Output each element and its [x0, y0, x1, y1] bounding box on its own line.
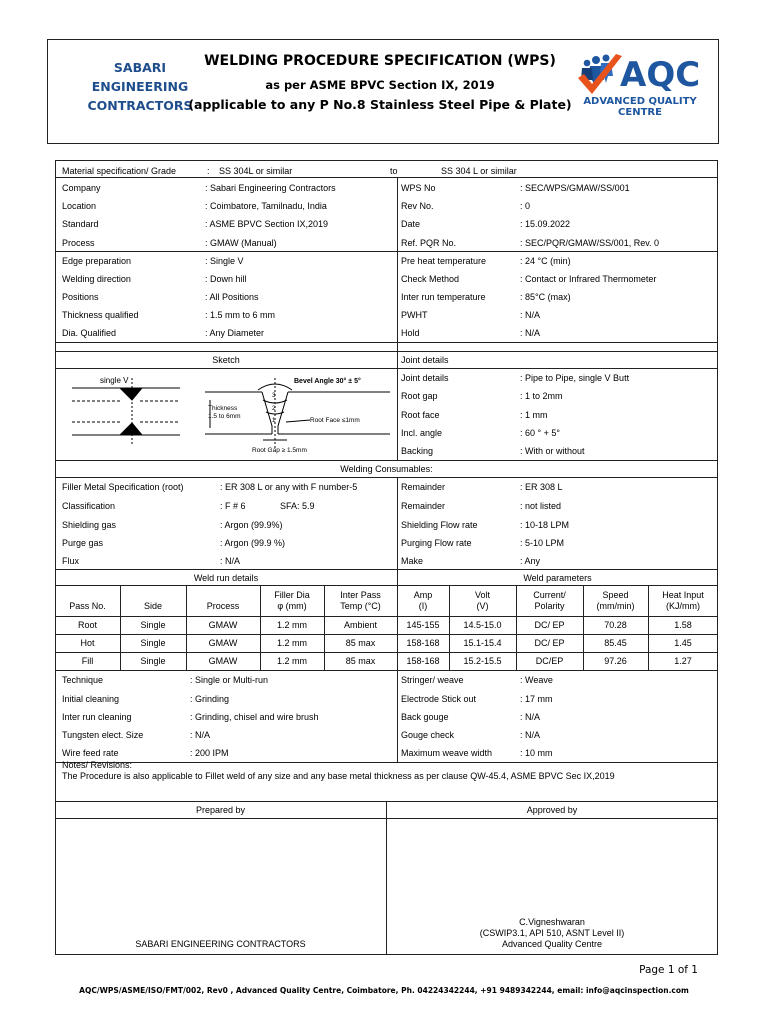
- wps-no-label: WPS No: [401, 183, 436, 193]
- table-cell: 14.5-15.0: [463, 620, 502, 630]
- root-gap-value: : 1 to 2mm: [520, 391, 563, 401]
- hold-label: Hold: [401, 328, 420, 338]
- shielding-flow-label: Shielding Flow rate: [401, 520, 478, 530]
- filler-metal-label: Filler Metal Specification (root): [62, 482, 184, 492]
- weave-width-value: : 10 mm: [520, 748, 553, 758]
- document-title: WELDING PROCEDURE SPECIFICATION (WPS): [204, 53, 556, 69]
- stickout-value: : 17 mm: [520, 694, 553, 704]
- edge-prep-label: Edge preparation: [62, 256, 132, 266]
- row-divider: [55, 251, 718, 252]
- company-label: Company: [62, 183, 101, 193]
- row-divider: [55, 762, 718, 763]
- table-header-text: Temp (°C): [340, 601, 381, 611]
- table-header-text: Volt: [474, 590, 490, 600]
- interrun-temp-label: Inter run temperature: [401, 292, 486, 302]
- joint-details-value: : Pipe to Pipe, single V Butt: [520, 373, 630, 383]
- root-face-label: Root face: [401, 410, 440, 420]
- table-cell: 1.45: [674, 638, 692, 648]
- column-divider: [397, 477, 398, 569]
- welding-direction-label: Welding direction: [62, 274, 131, 284]
- interrun-cleaning-value: : Grinding, chisel and wire brush: [190, 712, 319, 722]
- stringer-value: : Weave: [520, 675, 553, 685]
- table-header-text: Speed: [602, 590, 629, 600]
- root-gap-label: Root Gap ≥ 1.5mm: [252, 447, 307, 454]
- row-divider: [55, 652, 718, 653]
- purging-flow-value: : 5-10 LPM: [520, 538, 565, 548]
- table-header-text: φ (mm): [277, 601, 307, 611]
- sfa-value: SFA: 5.9: [280, 501, 315, 511]
- weld-run-header: Weld run details: [193, 573, 259, 583]
- root-face-value: : 1 mm: [520, 410, 548, 420]
- consumables-header: Welding Consumables:: [340, 464, 433, 474]
- table-header-cell: [648, 590, 718, 612]
- table-cell: 1.58: [674, 620, 692, 630]
- table-header-cell: [583, 590, 648, 612]
- table-header-cell: [55, 601, 120, 612]
- table-cell: 85.45: [604, 638, 627, 648]
- table-cell: Single: [140, 620, 166, 630]
- row-divider: [55, 585, 718, 586]
- approved-by-quals: (CSWIP3.1, API 510, ASNT Level II): [479, 928, 625, 938]
- pwht-label: PWHT: [401, 310, 428, 320]
- company-value: : Sabari Engineering Contractors: [205, 183, 336, 193]
- flux-value: : N/A: [220, 556, 241, 566]
- location-value: : Coimbatore, Tamilnadu, India: [205, 201, 327, 211]
- approved-by-name: C.Vigneshwaran: [519, 917, 585, 927]
- purge-gas-value: : Argon (99.9 %): [220, 538, 286, 548]
- table-cell: 1.2 mm: [276, 638, 307, 648]
- remainder-2-label: Remainder: [401, 501, 446, 511]
- table-cell: GMAW: [208, 656, 238, 666]
- thickness-range-sketch: 1.5 to 6mm: [208, 413, 241, 420]
- row-divider: [55, 460, 718, 461]
- table-cell: 97.26: [604, 656, 627, 666]
- date-value: : 15.09.2022: [520, 219, 571, 229]
- wire-feed-value: : 200 IPM: [190, 748, 229, 758]
- row-divider: [55, 818, 718, 819]
- edge-prep-value: : Single V: [205, 256, 244, 266]
- table-cell: GMAW: [208, 638, 238, 648]
- stickout-label: Electrode Stick out: [401, 694, 477, 704]
- page-number: Page 1 of 1: [639, 964, 698, 976]
- positions-label: Positions: [62, 292, 99, 302]
- table-header-cell: [186, 601, 260, 612]
- interrun-temp-value: : 85°C (max): [520, 292, 571, 302]
- row-divider: [55, 670, 718, 671]
- table-cell: 15.1-15.4: [463, 638, 502, 648]
- table-cell: 70.28: [604, 620, 627, 630]
- table-header-cell: [260, 590, 324, 612]
- purging-flow-label: Purging Flow rate: [401, 538, 472, 548]
- purge-gas-label: Purge gas: [62, 538, 104, 548]
- location-label: Location: [62, 201, 97, 211]
- table-cell: Root: [77, 620, 97, 630]
- table-header-cell: [516, 590, 583, 612]
- table-header-text: Process: [206, 601, 240, 611]
- table-header-cell: [397, 590, 449, 612]
- rev-no-value: : 0: [520, 201, 531, 211]
- table-cell: Single: [140, 638, 166, 648]
- table-cell: 1.27: [674, 656, 692, 666]
- thickness-label: Thickness qualified: [62, 310, 139, 320]
- joint-details-label: Joint details: [401, 373, 449, 383]
- technique-value: : Single or Multi-run: [190, 675, 269, 685]
- table-header-text: Heat Input: [662, 590, 704, 600]
- material-colon: :: [207, 166, 210, 176]
- row-divider: [55, 368, 718, 369]
- table-cell: DC/ EP: [534, 638, 565, 648]
- remainder-2-value: : not listed: [520, 501, 562, 511]
- wps-no-value: : SEC/WPS/GMAW/SS/001: [520, 183, 630, 193]
- pqr-label: Ref. PQR No.: [401, 238, 457, 248]
- company-line-1: SABARI: [113, 60, 167, 75]
- back-gouge-value: : N/A: [520, 712, 541, 722]
- thickness-label-sketch: Thickness: [208, 405, 238, 412]
- row-divider: [55, 616, 718, 617]
- make-value: : Any: [520, 556, 541, 566]
- initial-cleaning-label: Initial cleaning: [62, 694, 120, 704]
- table-cell: 1.2 mm: [276, 620, 307, 630]
- logo-text: AQC: [620, 55, 701, 95]
- backing-label: Backing: [401, 446, 434, 456]
- table-cell: 158-168: [406, 638, 440, 648]
- filler-metal-value: : ER 308 L or any with F number-5: [220, 482, 358, 492]
- process-label: Process: [62, 238, 95, 248]
- pass-1-label: 1: [272, 418, 276, 424]
- root-face-label: Root Face ≤1mm: [310, 417, 360, 424]
- joint-sketch: [60, 370, 395, 458]
- single-v-label: single V: [100, 376, 129, 385]
- row-divider: [55, 634, 718, 635]
- table-cell: 145-155: [406, 620, 440, 630]
- row-divider: [55, 342, 718, 343]
- table-cell: DC/ EP: [534, 620, 565, 630]
- gouge-check-value: : N/A: [520, 730, 541, 740]
- approved-by-label: Approved by: [526, 805, 578, 815]
- row-divider: [55, 351, 718, 352]
- weld-params-header: Weld parameters: [523, 573, 592, 583]
- notes-text: The Procedure is also applicable to Fillet weld of any size and any base metal thickness as per clause QW-45.4, ASME BPVC Sec IX,2019: [62, 771, 615, 781]
- table-header-text: Filler Dia: [274, 590, 310, 600]
- incl-angle-value: : 60 ° + 5°: [520, 428, 560, 438]
- check-method-value: : Contact or Infrared Thermometer: [520, 274, 657, 284]
- table-header-text: Polarity: [534, 601, 565, 611]
- dia-value: : Any Diameter: [205, 328, 265, 338]
- standard-value: : ASME BPVC Section IX,2019: [205, 219, 329, 229]
- classification-label: Classification: [62, 501, 116, 511]
- stringer-label: Stringer/ weave: [401, 675, 464, 685]
- hold-value: : N/A: [520, 328, 541, 338]
- document-applicability: (applicable to any P No.8 Stainless Steel Pipe & Plate): [188, 97, 572, 112]
- table-header-text: Pass No.: [69, 601, 106, 611]
- table-cell: 85 max: [345, 656, 376, 666]
- table-cell: GMAW: [208, 620, 238, 630]
- row-divider: [55, 177, 718, 178]
- dia-label: Dia. Qualified: [62, 328, 117, 338]
- table-header-text: Current/: [533, 590, 566, 600]
- table-header-text: (I): [418, 601, 428, 611]
- table-header-text: (V): [476, 601, 489, 611]
- tungsten-value: : N/A: [190, 730, 211, 740]
- wire-feed-label: Wire feed rate: [62, 748, 119, 758]
- shielding-gas-value: : Argon (99.9%): [220, 520, 283, 530]
- table-cell: Fill: [81, 656, 94, 666]
- check-method-label: Check Method: [401, 274, 460, 284]
- positions-value: : All Positions: [205, 292, 259, 302]
- tungsten-label: Tungsten elect. Size: [62, 730, 144, 740]
- table-header-text: Inter Pass: [340, 590, 381, 600]
- approved-by-org: Advanced Quality Centre: [501, 939, 603, 949]
- date-label: Date: [401, 219, 421, 229]
- table-cell: Ambient: [343, 620, 378, 630]
- joint-details-header: Joint details: [401, 355, 449, 365]
- classification-value: : F # 6: [220, 501, 246, 511]
- root-gap-label: Root gap: [401, 391, 438, 401]
- thickness-value: : 1.5 mm to 6 mm: [205, 310, 276, 320]
- row-divider: [55, 477, 718, 478]
- pqr-value: : SEC/PQR/GMAW/SS/001, Rev. 0: [520, 238, 660, 248]
- table-header-text: (KJ/mm): [666, 601, 700, 611]
- logo-caption: ADVANCED QUALITY CENTRE: [583, 96, 697, 118]
- notes-title: Notes/ Revisions:: [62, 760, 133, 770]
- welding-direction-value: : Down hill: [205, 274, 247, 284]
- table-header-cell: [449, 590, 516, 612]
- table-cell: Hot: [80, 638, 95, 648]
- table-cell: 158-168: [406, 656, 440, 666]
- shielding-gas-label: Shielding gas: [62, 520, 117, 530]
- document-subtitle: as per ASME BPVC Section IX, 2019: [265, 78, 495, 92]
- process-value: : GMAW (Manual): [205, 238, 277, 248]
- table-header-text: Amp: [413, 590, 433, 600]
- table-cell: Single: [140, 656, 166, 666]
- column-divider: [397, 177, 398, 460]
- material-to-label: to: [390, 166, 398, 176]
- table-cell: 1.2 mm: [276, 656, 307, 666]
- pass-3-label: 3: [272, 393, 276, 399]
- pass-2-label: 2: [272, 406, 276, 412]
- table-cell: 85 max: [345, 638, 376, 648]
- table-header-cell: [120, 601, 186, 612]
- prepared-by-name: SABARI ENGINEERING CONTRACTORS: [135, 939, 306, 949]
- rev-no-label: Rev No.: [401, 201, 434, 211]
- preheat-value: : 24 °C (min): [520, 256, 571, 266]
- shielding-flow-value: : 10-18 LPM: [520, 520, 570, 530]
- pwht-value: : N/A: [520, 310, 541, 320]
- gouge-check-label: Gouge check: [401, 730, 455, 740]
- remainder-1-label: Remainder: [401, 482, 446, 492]
- incl-angle-label: Incl. angle: [401, 428, 443, 438]
- material-to: SS 304 L or similar: [441, 166, 517, 176]
- footer-text: AQC/WPS/ASME/ISO/FMT/002, Rev0 , Advanced Quality Centre, Coimbatore, Ph. 04224342244, +91 9489342244, email: info@aqcinspection.com: [79, 986, 689, 995]
- table-cell: 15.2-15.5: [463, 656, 502, 666]
- remainder-1-value: : ER 308 L: [520, 482, 563, 492]
- make-label: Make: [401, 556, 424, 566]
- column-divider: [397, 670, 398, 762]
- row-divider: [55, 569, 718, 570]
- company-line-2: ENGINEERING: [91, 79, 189, 94]
- interrun-cleaning-label: Inter run cleaning: [62, 712, 132, 722]
- table-header-text: Side: [143, 601, 162, 611]
- bevel-angle-label: Bevel Angle 30° ± 5°: [294, 378, 361, 385]
- table-header-text: (mm/min): [596, 601, 635, 611]
- flux-label: Flux: [62, 556, 80, 566]
- company-line-3: CONTRACTORS: [87, 98, 193, 113]
- backing-value: : With or without: [520, 446, 585, 456]
- table-cell: DC/EP: [535, 656, 564, 666]
- pipe-schematic: [72, 378, 180, 445]
- technique-label: Technique: [62, 675, 104, 685]
- weave-width-label: Maximum weave width: [401, 748, 493, 758]
- back-gouge-label: Back gouge: [401, 712, 449, 722]
- material-from: SS 304L or similar: [219, 166, 293, 176]
- standard-label: Standard: [62, 219, 99, 229]
- initial-cleaning-value: : Grinding: [190, 694, 230, 704]
- table-header-cell: [324, 590, 397, 612]
- prepared-by-label: Prepared by: [195, 805, 246, 815]
- material-label: Material specification/ Grade: [62, 166, 177, 176]
- sketch-header: Sketch: [212, 355, 240, 365]
- preheat-label: Pre heat temperature: [401, 256, 487, 266]
